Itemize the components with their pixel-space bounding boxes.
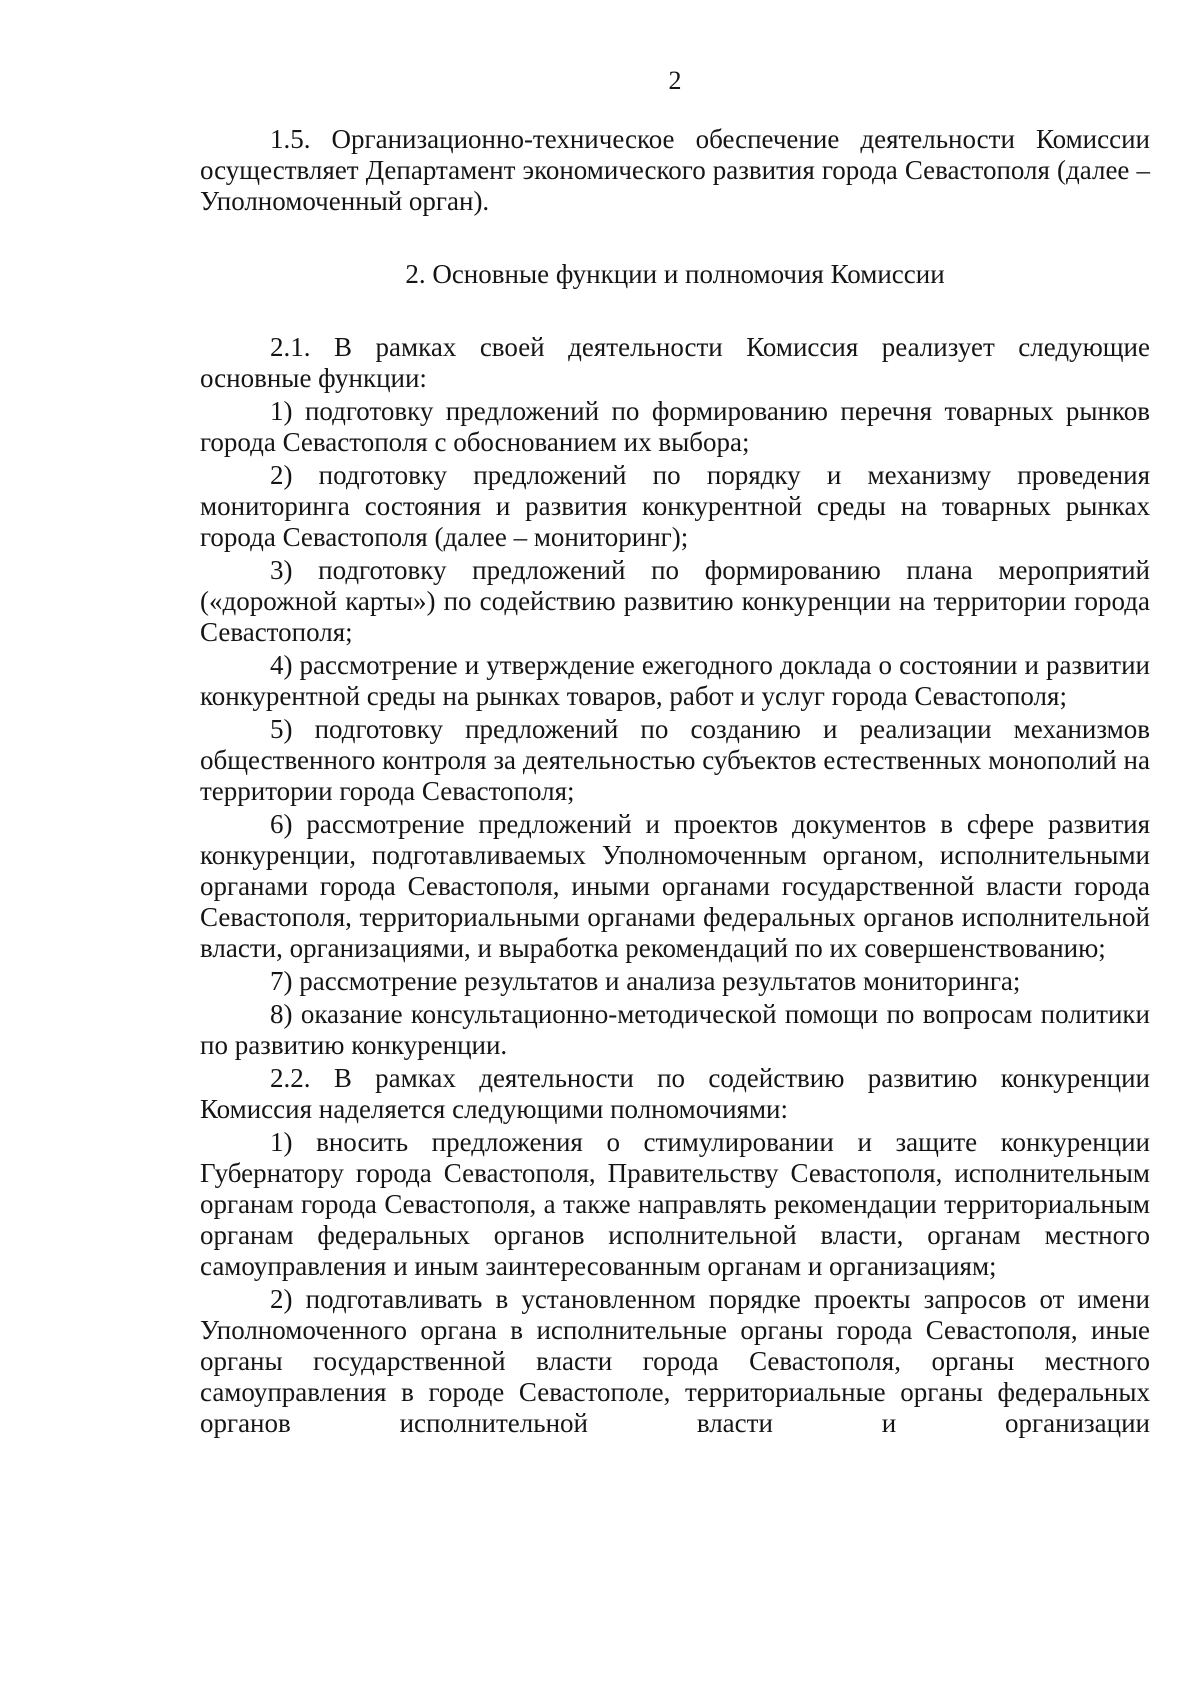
function-item-2: 2) подготовку предложений по порядку и механизму проведения мониторинга состояния и развития конкурентной среды на товарных рынках города Севастополя (далее – мониторинг); xyxy=(200,460,1150,552)
section-2-heading: 2. Основные функции и полномочия Комиссии xyxy=(405,259,945,289)
paragraph-2-1: 2.1. В рамках своей деятельности Комиссия реализует следующие основные функции: xyxy=(200,332,1150,393)
function-item-1: 1) подготовку предложений по формированию перечня товарных рынков города Севастополя с обоснованием их выбора; xyxy=(200,396,1150,457)
page-number: 2 xyxy=(668,66,682,95)
function-item-3: 3) подготовку предложений по формированию плана мероприятий («дорожной карты») по содействию развитию конкуренции на территории города Севастополя; xyxy=(200,555,1150,647)
authority-item-1: 1) вносить предложения о стимулировании и защите конкуренции Губернатору города Севастополя, Правительству Севастополя, исполнительным органам города Севастополя, а также направлять рекомендации территориальным органам федеральных органов исполнительной власти, органам местного самоуправления и иным заинтересованным органам и организациям; xyxy=(200,1127,1150,1281)
function-item-8: 8) оказание консультационно-методической помощи по вопросам политики по развитию конкуренции. xyxy=(200,999,1150,1060)
authority-item-2: 2) подготавливать в установленном порядке проекты запросов от имени Уполномоченного органа в исполнительные органы города Севастополя, иные органы государственной власти города Севастополя, органы местного самоуправления в городе Севастополе, территориальные органы федеральных органов исполнительной власти и организации xyxy=(200,1284,1150,1438)
function-item-7: 7) рассмотрение результатов и анализа результатов мониторинга; xyxy=(270,966,1021,996)
paragraph-2-2: 2.2. В рамках деятельности по содействию развитию конкуренции Комиссия наделяется следующими полномочиями: xyxy=(200,1063,1150,1124)
function-item-4: 4) рассмотрение и утверждение ежегодного доклада о состоянии и развитии конкурентной среды на рынках товаров, работ и услуг города Севастополя; xyxy=(200,650,1150,711)
paragraph-1-5: 1.5. Организационно-техническое обеспечение деятельности Комиссии осуществляет Департамент экономического развития города Севастополя (далее – Уполномоченный орган). xyxy=(200,124,1150,216)
function-item-6: 6) рассмотрение предложений и проектов документов в сфере развития конкуренции, подготавливаемых Уполномоченным органом, исполнительными органами города Севастополя, иными органами государственной власти города Севастополя, территориальными органами федеральных органов исполнительной власти, организациями, и выработка рекомендаций по их совершенствованию; xyxy=(200,809,1150,963)
function-item-5: 5) подготовку предложений по созданию и реализации механизмов общественного контроля за деятельностью субъектов естественных монополий на территории города Севастополя; xyxy=(200,714,1150,806)
document-body xyxy=(200,124,1150,1439)
